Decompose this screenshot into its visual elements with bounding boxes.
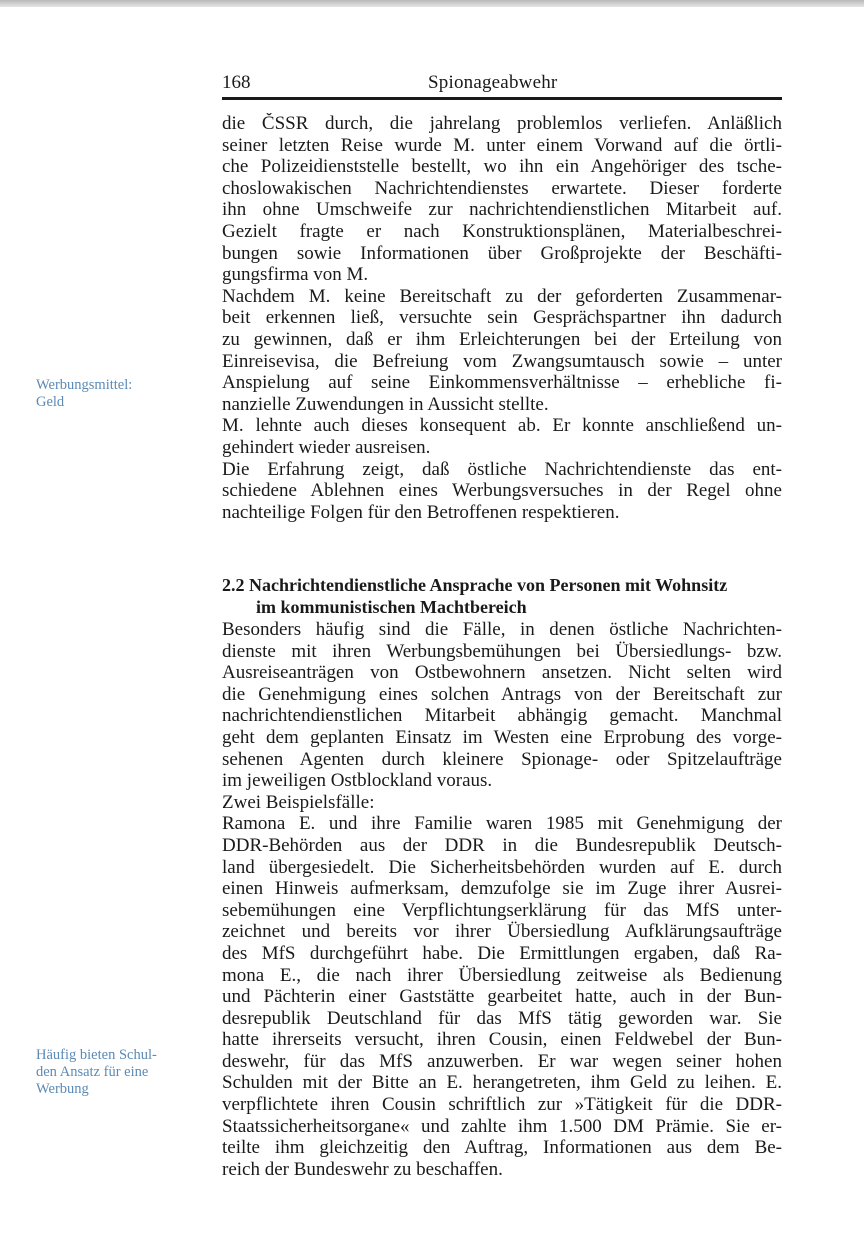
body-text-top (222, 113, 782, 523)
margin-note-line: Häufig bieten Schul- (36, 1047, 157, 1063)
text-line: Zwei Beispielsfälle: (222, 791, 375, 813)
text-line: DDR-Behörden aus der DDR in die Bundesrepublik Deutsch- (222, 834, 782, 856)
section-heading-line: 2.2 Nachrichtendienstliche Ansprache von Personen mit Wohnsitz (222, 575, 728, 595)
text-line: che Polizeidienststelle bestellt, wo ihn ein Angehöriger des tsche- (222, 156, 782, 178)
text-line: Schulden mit der Bitte an E. herangetreten, ihm Geld zu leihen. E. (222, 1072, 782, 1094)
margin-note-line: Werbung (36, 1081, 89, 1097)
text-line: schiedene Ablehnen eines Werbungsversuches in der Regel ohne (222, 480, 782, 502)
text-line: hatte ihrerseits versucht, ihren Cousin, einen Feldwebel der Bun- (222, 1029, 782, 1051)
text-line: Die Erfahrung zeigt, daß östliche Nachrichtendienste das ent- (222, 458, 782, 480)
page-header (222, 72, 782, 96)
text-line: mona E., die nach ihrer Übersiedlung zeitweise als Bedienung (222, 964, 782, 986)
running-title: Spionageabwehr (428, 72, 558, 93)
page-number: 168 (222, 72, 251, 93)
text-line: Gezielt fragte er nach Konstruktionsplänen, Materialbeschrei- (222, 220, 782, 242)
text-line: beit erkennen ließ, versuchte sein Gesprächspartner ihn dadurch (222, 307, 782, 329)
text-line: nanzielle Zuwendungen in Aussicht stellte. (222, 393, 549, 415)
text-line: land übergesiedelt. Die Sicherheitsbehörden wurden auf E. durch (222, 856, 782, 878)
body-text-bottom (222, 619, 782, 1180)
text-line: choslowakischen Nachrichtendienstes erwartete. Dieser forderte (222, 177, 782, 199)
page-edge-shadow (0, 0, 864, 7)
text-line: Einreisevisa, die Befreiung vom Zwangsumtausch sowie – unter (222, 350, 782, 372)
text-line: im jeweiligen Ostblockland voraus. (222, 770, 493, 792)
text-line: M. lehnte auch dieses konsequent ab. Er konnte anschließend un- (222, 415, 782, 437)
text-line: bungen sowie Informationen über Großprojekte der Beschäfti- (222, 242, 782, 264)
text-line: geht dem geplanten Einsatz im Westen eine Erprobung des vorge- (222, 726, 782, 748)
text-line: verpflichtete ihren Cousin schriftlich zur »Tätigkeit für die DDR- (222, 1094, 782, 1116)
margin-note-line: Geld (36, 394, 65, 410)
text-line: Staatssicherheitsorgane« und zahlte ihm 1.500 DM Prämie. Sie er- (222, 1115, 782, 1137)
text-line: Ramona E. und ihre Familie waren 1985 mit Genehmigung der (222, 813, 782, 835)
text-line: nachteilige Folgen für den Betroffenen respektieren. (222, 501, 620, 523)
text-line: des MfS durchgeführt habe. Die Ermittlungen ergaben, daß Ra- (222, 942, 782, 964)
text-line: sehenen Agenten durch kleinere Spionage- oder Spitzelaufträge (222, 748, 782, 770)
text-line: gehindert wieder ausreisen. (222, 436, 431, 458)
text-line: deswehr, für das MfS anzuwerben. Er war wegen seiner hohen (222, 1050, 782, 1072)
text-line: desrepublik Deutschland für das MfS tätig geworden war. Sie (222, 1007, 782, 1029)
section-heading-line: im kommunistischen Machtbereich (256, 596, 527, 617)
text-line: die Genehmigung eines solchen Antrags von der Bereitschaft zur (222, 683, 782, 705)
text-line: Ausreiseanträgen von Ostbewohnern ansetzen. Nicht selten wird (222, 662, 782, 684)
text-line: die ČSSR durch, die jahrelang problemlos verliefen. Anläßlich (222, 113, 782, 134)
text-line: dienste mit ihren Werbungsbemühungen bei Übersiedlungs- bzw. (222, 640, 782, 662)
text-line: zu gewinnen, daß er ihm Erleichterungen bei der Erteilung von (222, 328, 782, 350)
text-line: teilte ihm gleichzeitig den Auftrag, Informationen aus dem Be- (222, 1137, 782, 1159)
text-line: und Pächterin einer Gaststätte gearbeitet hatte, auch in der Bun- (222, 986, 782, 1008)
text-line: sebemühungen eine Verpflichtungserklärung für das MfS unter- (222, 899, 782, 921)
text-line: gungsfirma von M. (222, 264, 369, 286)
margin-note-line: Werbungsmittel: (36, 377, 133, 393)
text-line: nachrichtendienstlichen Mitarbeit abhängig gemacht. Manchmal (222, 705, 782, 727)
text-line: Besonders häufig sind die Fälle, in denen östliche Nachrichten- (222, 619, 782, 640)
margin-note-line: den Ansatz für eine (36, 1064, 149, 1080)
margin-note-schulden (36, 1047, 206, 1098)
text-line: Anspielung auf seine Einkommensverhältnisse – erhebliche fi- (222, 372, 782, 394)
text-line: ihn ohne Umschweife zur nachrichtendienstlichen Mitarbeit auf. (222, 199, 782, 221)
text-line: seiner letzten Reise wurde M. unter einem Vorwand auf die örtli- (222, 134, 782, 156)
text-line: einen Hinweis aufmerksam, demzufolge sie im Zuge ihrer Ausrei- (222, 878, 782, 900)
header-rule (222, 97, 782, 100)
section-heading (222, 575, 782, 618)
text-line: Nachdem M. keine Bereitschaft zu der geforderten Zusammenar- (222, 285, 782, 307)
margin-note-werbungsmittel (36, 377, 206, 411)
text-line: zeichnet und bereits vor ihrer Übersiedlung Aufklärungsaufträge (222, 921, 782, 943)
text-line: reich der Bundeswehr zu beschaffen. (222, 1158, 503, 1180)
